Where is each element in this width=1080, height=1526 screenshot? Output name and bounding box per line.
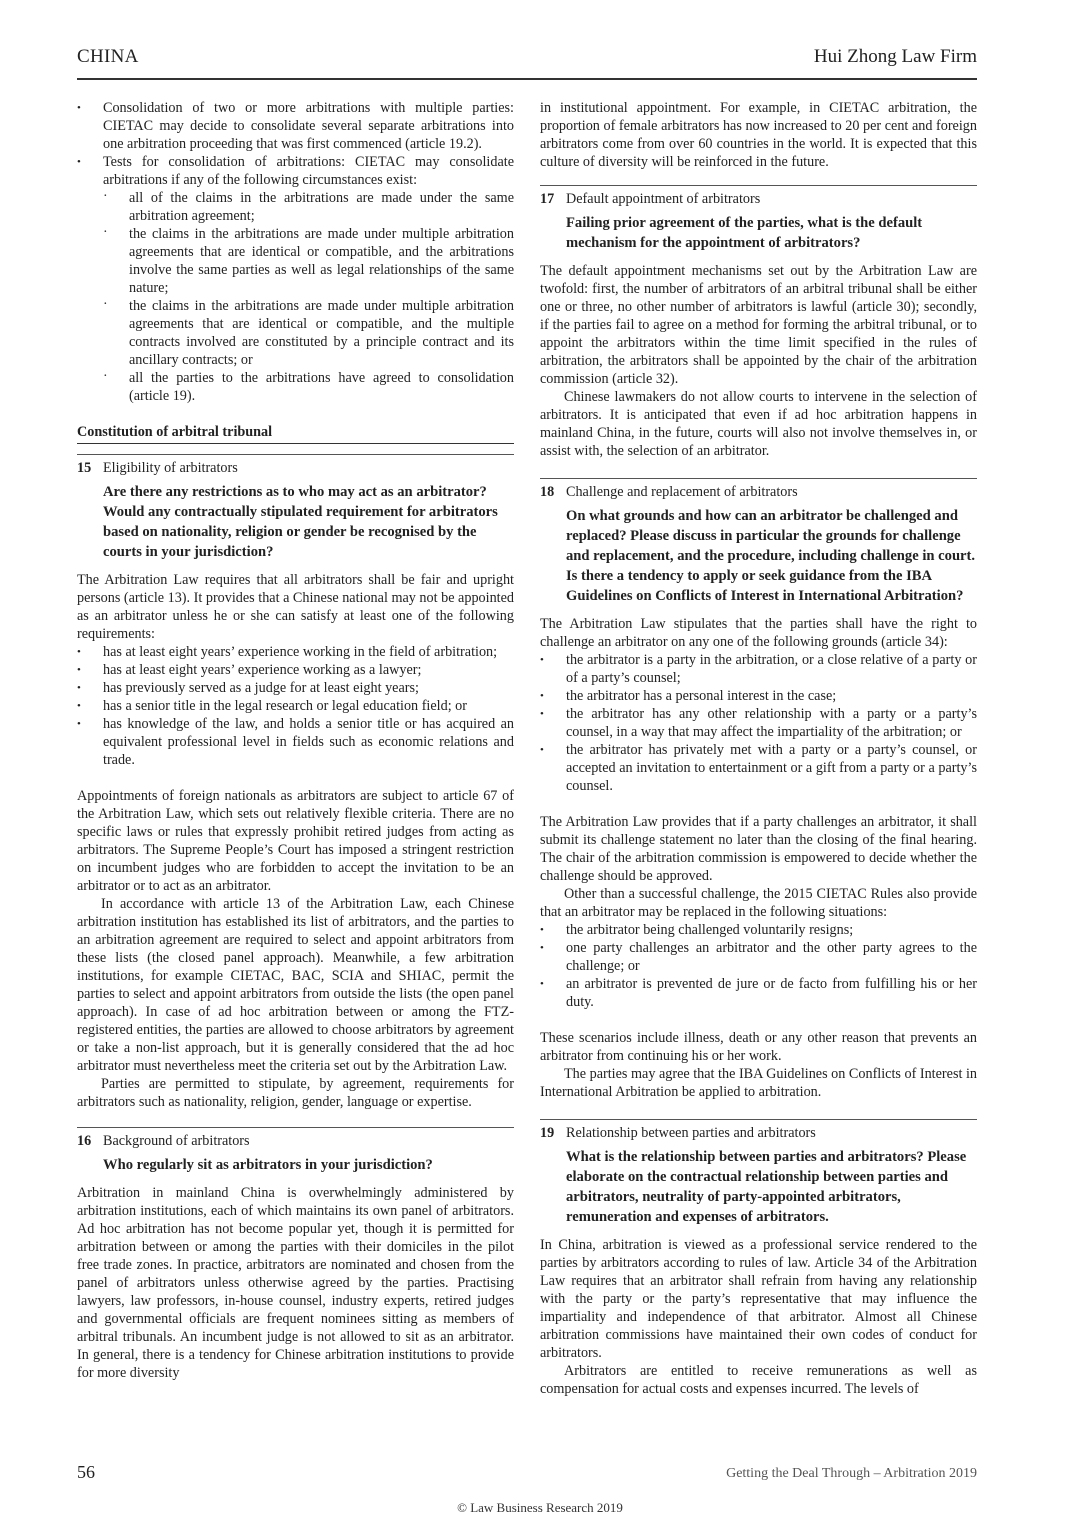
question-number: 15 (77, 460, 92, 476)
question-text: Who regularly sit as arbitrators in your jurisdiction? (103, 1157, 433, 1173)
paragraph: Appointments of foreign nationals as arbitrators are subject to article 67 of the Arbitration Law, which sets out relatively flexible criteria. There are no specific laws or rules that expressly prohibit retired judges from acting as arbitrators. The Supreme People’s Court has imposed a stringent restriction on incumbent judges who are forbidden to accept the invitation to be an arbitrator or to act as an arbitrator. (77, 788, 514, 894)
question-text: On what grounds and how can an arbitrator be challenged and replaced? Please discuss in particular the grounds for challenge and replacement, and the procedure, including challenge in court. Is there a tendency to apply or seek guidance from the IBA Guidelines on Conflicts of Interest in International Arbitration? (566, 508, 976, 604)
paragraph: The parties may agree that the IBA Guidelines on Conflicts of Interest in International Arbitration be applied to arbitration. (540, 1066, 977, 1100)
question-title: Relationship between parties and arbitrators (566, 1125, 816, 1141)
list-item: • has a senior title in the legal research or legal education field; or (77, 697, 514, 715)
question-number: 17 (540, 191, 555, 207)
list-item: • an arbitrator is prevented de jure or de facto from fulfilling his or her duty. (540, 975, 977, 1011)
sublist-item: · all of the claims in the arbitrations are made under the same arbitration agreement; (103, 189, 514, 225)
consolidation-list (77, 99, 514, 405)
challenge-grounds-list (540, 651, 977, 795)
paragraph: The Arbitration Law stipulates that the parties shall have the right to challenge an arbitrator on any one of the following grounds (article 34): (540, 616, 977, 650)
list-item: • Consolidation of two or more arbitrations with multiple parties: CIETAC may decide to consolidate several separate arbitrations into one arbitration proceeding that was first commenced (article 19.2). (77, 99, 514, 153)
replacement-list (540, 921, 977, 1011)
list-item: • has at least eight years’ experience working as a lawyer; (77, 661, 514, 679)
consolidation-sublist (103, 189, 514, 405)
right-column (540, 99, 977, 1398)
question-number: 19 (540, 1125, 555, 1141)
list-item: • Tests for consolidation of arbitrations: CIETAC may consolidate arbitrations if any of the following circumstances exist: · all of the claims in the arbitrations are made under the same arbitration agreement; · the claims in the arbitrations are made under multiple arbitration agreements that are identical or compatible, and the arbitrations involve the same parties as well as legal relationships of the same nature; · the claims in the arbitrations are made under multiple arbitration agreements that are identical or compatible, and the multiple contracts involved are constituted by a principle contract and its ancillary contracts; or · all the parties to the arbitrations have agreed to consolidation (article 19). (77, 153, 514, 405)
list-item: • the arbitrator is a party in the arbitration, or a close relative of a party or of a party’s counsel; (540, 651, 977, 687)
list-item: • the arbitrator being challenged voluntarily resigns; (540, 921, 977, 939)
question-number: 18 (540, 484, 555, 500)
left-column (77, 99, 514, 1382)
paragraph: in institutional appointment. For example, in CIETAC arbitration, the proportion of female arbitrators has now increased to 20 per cent and foreign arbitrators come from over 60 countries in the world. It is expected that this culture of diversity will be reinforced in the future. (540, 100, 977, 170)
question-heading-19 (540, 1119, 977, 1142)
question-text: What is the relationship between parties and arbitrators? Please elaborate on the contractual relationship between parties and arbitrators, neutrality of party-appointed arbitrators, remuneration and expenses of arbitrators. (566, 1149, 967, 1225)
sublist-item: · the claims in the arbitrations are made under multiple arbitration agreements that are identical or compatible, and the arbitrations involve the same parties as well as legal relationships of the same nature; (103, 225, 514, 297)
paragraph: The Arbitration Law provides that if a party challenges an arbitrator, it shall submit its challenge statement no later than the closing of the final hearing. The chair of the arbitration commission is empowered to decide whether the challenge should be approved. (540, 814, 977, 884)
question-heading-17 (540, 185, 977, 208)
header-firm: Hui Zhong Law Firm (813, 46, 977, 67)
paragraph: Other than a successful challenge, the 2015 CIETAC Rules also provide that an arbitrator may be replaced in the following situations: (540, 886, 977, 920)
copyright-notice: © Law Business Research 2019 (457, 1500, 623, 1515)
paragraph: The default appointment mechanisms set out by the Arbitration Law are twofold: first, the number of arbitrators of an arbitral tribunal shall be either one or three, no other number of arbitrators is lawful (article 30); secondly, if the parties fail to agree on a method for forming the arbitral tribunal, or to appoint the arbitrators within the time limit specified in the rules of arbitration, the arbitrators shall be appointed by the chair of the arbitration commission (article 32). (540, 263, 977, 387)
list-item: • the arbitrator has a personal interest in the case; (540, 687, 977, 705)
question-title: Background of arbitrators (103, 1133, 250, 1149)
question-text: Are there any restrictions as to who may act as an arbitrator? Would any contractually stipulated requirement for arbitrators based on nationality, religion or gender be recognised by the courts in your jurisdiction? (103, 484, 498, 560)
list-item: • the arbitrator has privately met with a party or a party’s counsel, or accepted an invitation to entertainment or a gift from a party or a party’s counsel. (540, 741, 977, 795)
paragraph: Chinese lawmakers do not allow courts to intervene in the selection of arbitrators. It is anticipated that even if ad hoc arbitration happens in mainland China, in the future, courts will also not involve themselves in, or assist with, the selection of an arbitrator. (540, 389, 977, 459)
section-title: Constitution of arbitral tribunal (77, 423, 514, 444)
paragraph: These scenarios include illness, death or any other reason that prevents an arbitrator from continuing his or her work. (540, 1030, 977, 1064)
paragraph: Arbitration in mainland China is overwhelmingly administered by arbitration institutions, each of which maintains its own panel of arbitrators. Ad hoc arbitration has not become popular yet, though it is permitted for arbitration between or among the parties with their domiciles in the pilot free trade zones. In practice, arbitrators are nominated and chosen from the panel of arbitrators unless otherwise agreed by the parties. Practising lawyers, law professors, in-house counsel, industry experts, retired judges and governmental officials are frequent nominees sitting as members of arbitral tribunals. An incumbent judge is not allowed to sit as an arbitrator. In general, there is a tendency for Chinese arbitration institutions to provide for more diversity (77, 1185, 514, 1381)
question-title: Default appointment of arbitrators (566, 191, 761, 207)
paragraph: Arbitrators are entitled to receive remunerations as well as compensation for actual costs and expenses incurred. The levels of (540, 1363, 977, 1397)
question-number: 16 (77, 1133, 92, 1149)
requirements-list (77, 643, 514, 769)
paragraph: Parties are permitted to stipulate, by agreement, requirements for arbitrators such as nationality, religion, gender, language or expertise. (77, 1076, 514, 1110)
list-item: • has knowledge of the law, and holds a senior title or has acquired an equivalent professional level in fields such as economic relations and trade. (77, 715, 514, 769)
paragraph: In accordance with article 13 of the Arbitration Law, each Chinese arbitration institution has established its list of arbitrators, and the parties to an arbitration agreement are required to select and appoint arbitrators from these lists (the closed panel approach). Meanwhile, a few arbitration institutions, for example CIETAC, BAC, SCIA and SHIAC, permit the parties to select and appoint arbitrators from outside the lists (the open panel approach). In case of ad hoc arbitration between or among the FTZ-registered entities, the parties are allowed to choose arbitrators by agreement or take a non-list approach, but it is generally considered that the ad hoc arbitrator must nevertheless meet the criteria set out by the Arbitration Law. (77, 896, 514, 1074)
list-item: • has previously served as a judge for at least eight years; (77, 679, 514, 697)
list-item: • one party challenges an arbitrator and the other party agrees to the challenge; or (540, 939, 977, 975)
question-title: Eligibility of arbitrators (103, 460, 238, 476)
question-heading-16 (77, 1127, 514, 1150)
sublist-item: · the claims in the arbitrations are made under multiple arbitration agreements that are identical or compatible, and the multiple contracts involved are constituted by a principle contract and its ancillary contracts; or (103, 297, 514, 369)
question-heading-15 (77, 454, 514, 477)
paragraph: The Arbitration Law requires that all arbitrators shall be fair and upright persons (article 13). It provides that a Chinese national may not be appointed as an arbitrator unless he or she can satisfy at least one of the following requirements: (77, 572, 514, 642)
page-header (77, 40, 977, 80)
question-title: Challenge and replacement of arbitrators (566, 484, 798, 500)
page-number: 56 (77, 1462, 95, 1482)
question-heading-18 (540, 478, 977, 501)
paragraph: In China, arbitration is viewed as a professional service rendered to the parties by arbitrators according to rules of law. Article 34 of the Arbitration Law requires that an arbitrator shall refrain from having any relationship with the party or the party’s representative that may influence the impartiality and independence of that arbitrator. Almost all Chinese arbitration commissions have maintained their own codes of conduct for arbitrators. (540, 1237, 977, 1361)
publication-title: Getting the Deal Through – Arbitration 2019 (726, 1466, 977, 1481)
question-text: Failing prior agreement of the parties, what is the default mechanism for the appointment of arbitrators? (566, 215, 923, 251)
list-item: • the arbitrator has any other relationship with a party or a party’s counsel, in a way that may affect the impartiality of the arbitration; or (540, 705, 977, 741)
sublist-item: · all the parties to the arbitrations have agreed to consolidation (article 19). (103, 369, 514, 405)
list-item: • has at least eight years’ experience working in the field of arbitration; (77, 643, 514, 661)
header-country: CHINA (77, 46, 139, 67)
